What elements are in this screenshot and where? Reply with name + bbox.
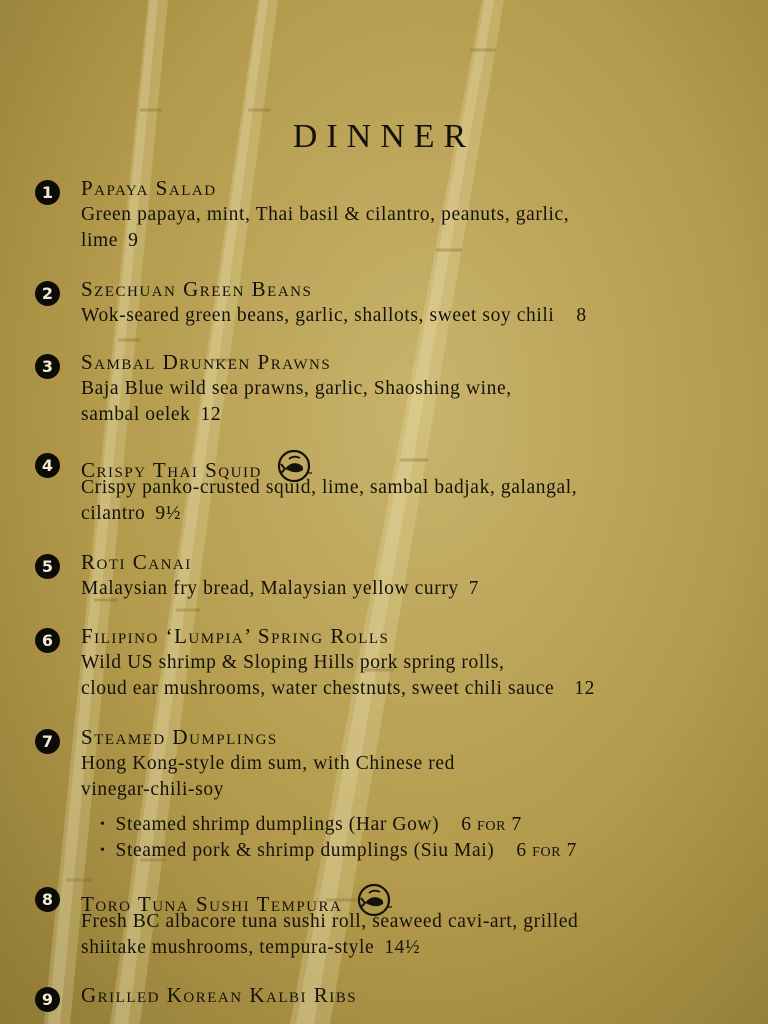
item-number-badge: 8	[35, 887, 60, 912]
description-line	[81, 402, 741, 428]
description-text: cloud ear mushrooms, water chestnuts, sweet chili sauce	[81, 678, 555, 699]
item-price: 9	[128, 230, 139, 251]
item-name: Toro Tuna Sushi Tempura	[81, 892, 343, 916]
description-line	[81, 303, 741, 329]
bullet-icon: •	[100, 843, 106, 858]
sub-item-text: Steamed shrimp dumplings (Har Gow)	[115, 814, 440, 835]
item-number-badge: 7	[35, 729, 60, 754]
item-name: Grilled Korean Kalbi Ribs	[81, 983, 358, 1007]
item-description	[81, 376, 741, 428]
item-number-badge: 9	[35, 987, 60, 1012]
description-line: Baja Blue wild sea prawns, garlic, Shaoshing wine,	[81, 378, 512, 399]
sub-item	[100, 814, 522, 836]
item-price: 12	[200, 404, 222, 425]
item-price: 9½	[155, 503, 181, 524]
sub-item-price: 6 for 7	[516, 840, 578, 861]
description-line: Fresh BC albacore tuna sushi roll, seaweed cavi-art, grilled	[81, 911, 579, 932]
item-name: Steamed Dumplings	[81, 725, 278, 749]
item-number-badge: 2	[35, 281, 60, 306]
item-number-badge: 1	[35, 180, 60, 205]
item-number-badge: 3	[35, 354, 60, 379]
item-name: Filipino ‘Lumpia’ Spring Rolls	[81, 624, 390, 648]
item-description	[81, 650, 741, 702]
bullet-icon: •	[100, 817, 106, 832]
description-text: Malaysian fry bread, Malaysian yellow curry	[81, 578, 459, 599]
description-line	[81, 576, 741, 602]
item-price: 7	[468, 578, 480, 599]
description-line	[81, 501, 741, 527]
item-description	[81, 303, 741, 329]
description-line: vinegar-chili-soy	[81, 779, 225, 800]
item-name: Sambal Drunken Prawns	[81, 350, 332, 374]
item-number-badge: 6	[35, 628, 60, 653]
item-name: Crispy Thai Squid	[81, 458, 262, 482]
item-name: Szechuan Green Beans	[81, 277, 313, 301]
item-description	[81, 909, 741, 961]
sub-item-text: Steamed pork & shrimp dumplings (Siu Mai)	[115, 840, 495, 861]
item-description	[81, 475, 741, 527]
description-line: Green papaya, mint, Thai basil & cilantro, peanuts, garlic,	[81, 204, 570, 225]
description-text: lime	[81, 230, 119, 251]
item-number-badge: 5	[35, 554, 60, 579]
item-name: Papaya Salad	[81, 176, 217, 200]
description-text: cilantro	[81, 503, 146, 524]
description-line: Crispy panko-crusted squid, lime, sambal badjak, galangal,	[81, 477, 578, 498]
description-text: shiitake mushrooms, tempura-style	[81, 937, 375, 958]
item-description	[81, 576, 741, 602]
description-line	[81, 228, 741, 254]
description-text: sambal oelek	[81, 404, 191, 425]
page-title: DINNER	[292, 118, 476, 155]
sub-item-price: 6 for 7	[461, 814, 522, 835]
item-price: 14½	[384, 937, 421, 958]
description-line: Wild US shrimp & Sloping Hills pork spring rolls,	[81, 652, 505, 673]
item-price: 12	[574, 678, 595, 699]
item-price: 8	[576, 305, 587, 326]
description-text: Wok-seared green beans, garlic, shallots, sweet soy chili	[81, 305, 555, 326]
description-line	[81, 935, 741, 961]
sub-item	[100, 840, 577, 862]
item-number-badge: 4	[35, 453, 60, 478]
description-line	[81, 676, 741, 702]
item-name: Roti Canai	[81, 550, 192, 574]
description-line: Hong Kong-style dim sum, with Chinese red	[81, 753, 455, 774]
item-description	[81, 751, 741, 803]
item-description	[81, 202, 741, 254]
